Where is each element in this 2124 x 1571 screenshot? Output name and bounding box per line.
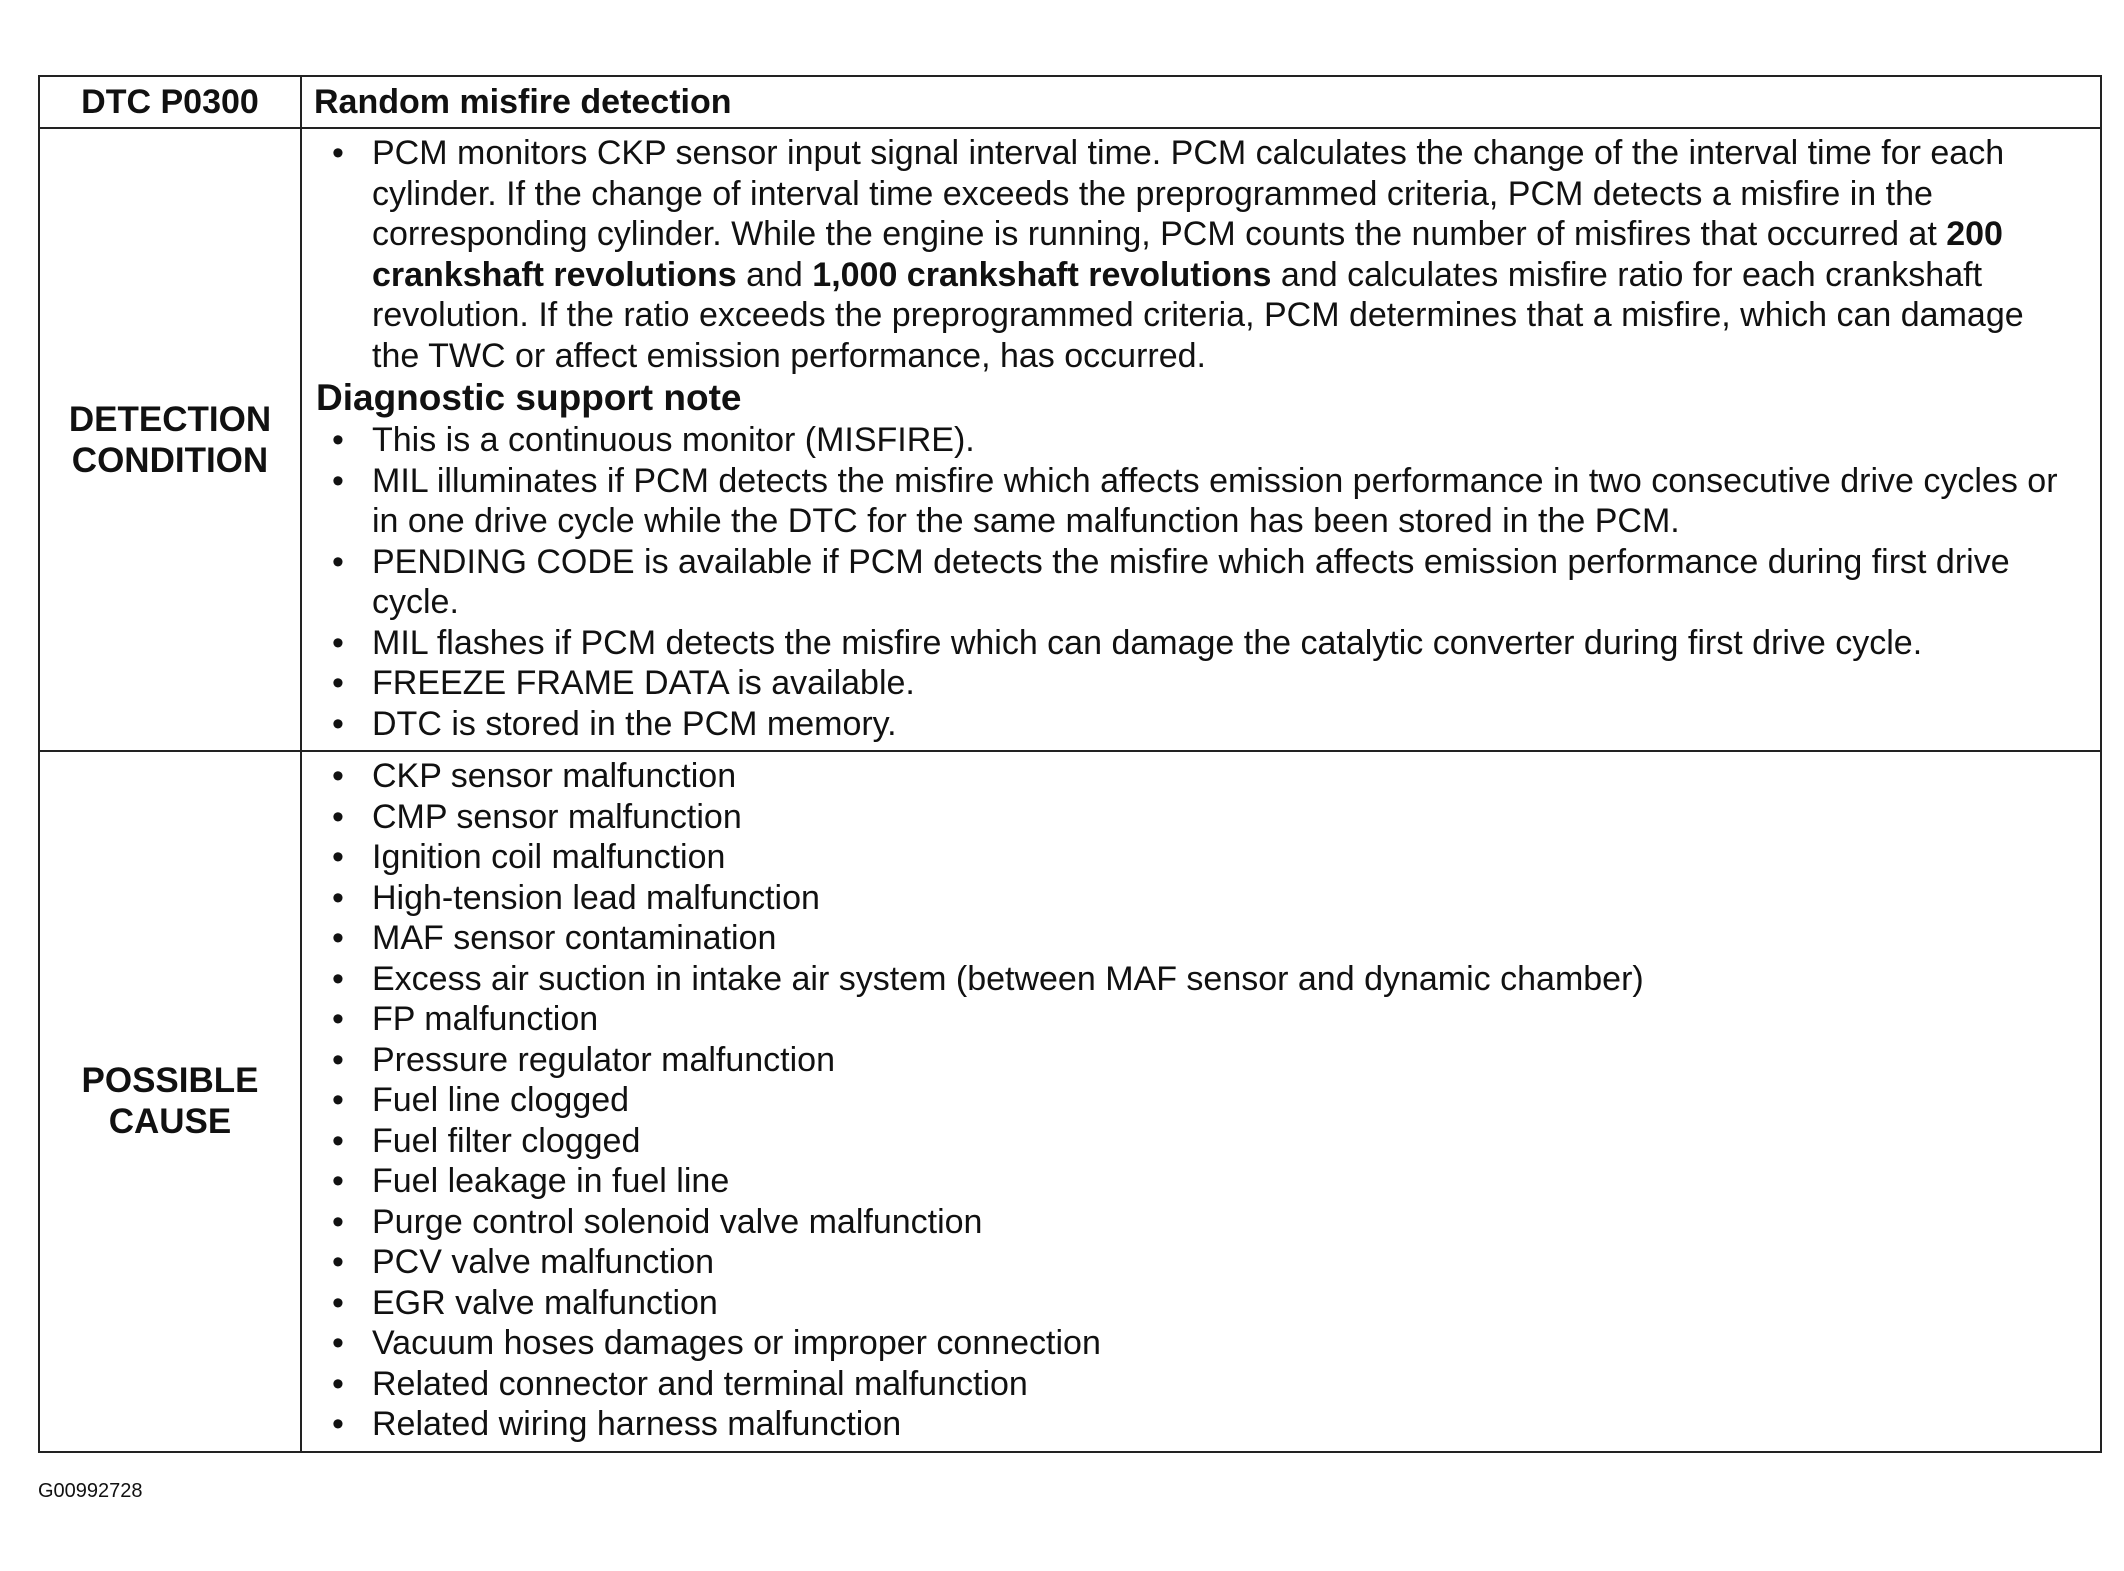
- possible-cause-item: [314, 837, 2080, 878]
- bullet-icon: •: [332, 1121, 344, 1160]
- bullet-icon: •: [332, 623, 344, 662]
- possible-cause-item: [314, 1202, 2080, 1243]
- bullet-icon: •: [332, 134, 344, 172]
- bullet-icon: •: [332, 1000, 344, 1038]
- possible-cause-item-text: CMP sensor malfunction: [372, 797, 742, 836]
- possible-cause-item-text: Fuel filter clogged: [372, 1121, 641, 1160]
- detection-condition-label: [39, 128, 301, 751]
- support-note-item-text: FREEZE FRAME DATA is available.: [372, 664, 915, 702]
- possible-cause-item: [314, 1323, 2080, 1364]
- possible-cause-item: [314, 1283, 2080, 1324]
- cause-label-line2: CAUSE: [108, 1102, 232, 1142]
- bullet-icon: •: [332, 1202, 344, 1241]
- support-note-item: [314, 623, 2080, 664]
- possible-cause-item: [314, 797, 2080, 838]
- bullet-icon: •: [332, 664, 344, 702]
- possible-cause-item: [314, 1242, 2080, 1283]
- possible-cause-item-text: Related connector and terminal malfunction: [372, 1364, 1028, 1403]
- bullet-icon: •: [332, 542, 344, 581]
- support-note-item-text: PENDING CODE is available if PCM detects the misfire which affects emission performance during first drive cycle.: [372, 542, 2010, 621]
- intro-bold-1000-revolutions: 1,000 crankshaft revolutions: [812, 255, 1272, 294]
- intro-bold-200-revolutions: 200 crankshaft revolutions: [372, 215, 2003, 294]
- dtc-title-cell: Random misfire detection: [301, 76, 2101, 128]
- possible-cause-item-text: Fuel line clogged: [372, 1081, 630, 1119]
- possible-cause-item: [314, 1040, 2080, 1081]
- intro-text-1: PCM monitors CKP sensor input signal interval time. PCM calculates the change of the interval time for each cylinder. If the change of interval time exceeds the preprogrammed criteria, PCM detects a misfire in the corresponding cylinder. While the engine is running, PCM counts the number of misfires that occurred at: [372, 134, 2005, 253]
- possible-cause-item-text: Pressure regulator malfunction: [372, 1040, 836, 1079]
- support-note-item: [314, 420, 2080, 461]
- possible-cause-item: [314, 1161, 2080, 1202]
- bullet-icon: •: [332, 878, 344, 917]
- possible-cause-item: [314, 1364, 2080, 1405]
- possible-cause-item-text: FP malfunction: [372, 1000, 599, 1038]
- bullet-icon: •: [332, 757, 344, 795]
- cause-label-line1: POSSIBLE: [81, 1061, 259, 1101]
- possible-cause-list: [314, 756, 2080, 1445]
- possible-cause-item: [314, 959, 2080, 1000]
- bullet-icon: •: [332, 1324, 344, 1362]
- support-note-item: [314, 704, 2080, 745]
- intro-text-2: and: [736, 255, 813, 294]
- support-note-item-text: DTC is stored in the PCM memory.: [372, 704, 897, 743]
- support-note-item: [314, 461, 2080, 542]
- possible-cause-item: [314, 1080, 2080, 1121]
- possible-cause-item-text: Purge control solenoid valve malfunction: [372, 1202, 983, 1241]
- detection-label-line1: DETECTION: [68, 399, 272, 439]
- possible-cause-item: [314, 1121, 2080, 1162]
- bullet-icon: •: [332, 797, 344, 836]
- support-note-item-text: MIL flashes if PCM detects the misfire which can damage the catalytic converter during first drive cycle.: [372, 623, 1923, 662]
- dtc-code-cell: DTC P0300: [39, 76, 301, 128]
- detection-condition-row: [39, 128, 2101, 751]
- bullet-icon: •: [332, 1040, 344, 1079]
- bullet-icon: •: [332, 421, 344, 459]
- possible-cause-item-text: High-tension lead malfunction: [372, 878, 820, 917]
- detection-intro-item: [314, 133, 2080, 376]
- possible-cause-item-text: Fuel leakage in fuel line: [372, 1162, 730, 1200]
- header-row: [39, 76, 2101, 128]
- detection-condition-content: [301, 128, 2101, 751]
- possible-cause-item-text: MAF sensor contamination: [372, 919, 777, 957]
- bullet-icon: •: [332, 838, 344, 876]
- bullet-icon: •: [332, 959, 344, 998]
- bullet-icon: •: [332, 1162, 344, 1200]
- diagnostic-support-list: [314, 420, 2080, 744]
- detection-intro-list: [314, 133, 2080, 376]
- bullet-icon: •: [332, 1081, 344, 1119]
- possible-cause-item: [314, 878, 2080, 919]
- possible-cause-item-text: EGR valve malfunction: [372, 1283, 718, 1322]
- support-note-item-text: This is a continuous monitor (MISFIRE).: [372, 421, 975, 459]
- possible-cause-item-text: Ignition coil malfunction: [372, 838, 726, 876]
- possible-cause-item-text: PCV valve malfunction: [372, 1243, 715, 1281]
- support-note-item-text: MIL illuminates if PCM detects the misfire which affects emission performance in two consecutive drive cycles or in one drive cycle while the DTC for the same malfunction has been stored in the PCM.: [372, 461, 2058, 540]
- bullet-icon: •: [332, 1283, 344, 1322]
- bullet-icon: •: [332, 461, 344, 500]
- detection-label-line2: CONDITION: [71, 440, 269, 480]
- support-note-item: [314, 542, 2080, 623]
- figure-code: G00992728: [38, 1480, 143, 1502]
- possible-cause-item: [314, 999, 2080, 1040]
- bullet-icon: •: [332, 704, 344, 743]
- possible-cause-item: [314, 1404, 2080, 1445]
- bullet-icon: •: [332, 1364, 344, 1403]
- dtc-table: [38, 75, 2102, 1453]
- support-note-item: [314, 663, 2080, 704]
- diagnostic-support-heading: Diagnostic support note: [316, 377, 742, 418]
- possible-cause-content: [301, 751, 2101, 1452]
- possible-cause-label: [39, 751, 301, 1452]
- possible-cause-item: [314, 918, 2080, 959]
- bullet-icon: •: [332, 1405, 344, 1443]
- intro-text-3: and calculates misfire ratio for each crankshaft revolution. If the ratio exceeds the preprogrammed criteria, PCM determines that a misfire, which can damage the TWC or affect emission performance, has occurred.: [372, 255, 2024, 375]
- possible-cause-item-text: Excess air suction in intake air system (between MAF sensor and dynamic chamber): [372, 959, 1644, 998]
- possible-cause-item: [314, 756, 2080, 797]
- possible-cause-row: [39, 751, 2101, 1452]
- possible-cause-item-text: Related wiring harness malfunction: [372, 1405, 902, 1443]
- bullet-icon: •: [332, 919, 344, 957]
- possible-cause-item-text: Vacuum hoses damages or improper connection: [372, 1324, 1101, 1362]
- possible-cause-item-text: CKP sensor malfunction: [372, 757, 737, 795]
- bullet-icon: •: [332, 1243, 344, 1281]
